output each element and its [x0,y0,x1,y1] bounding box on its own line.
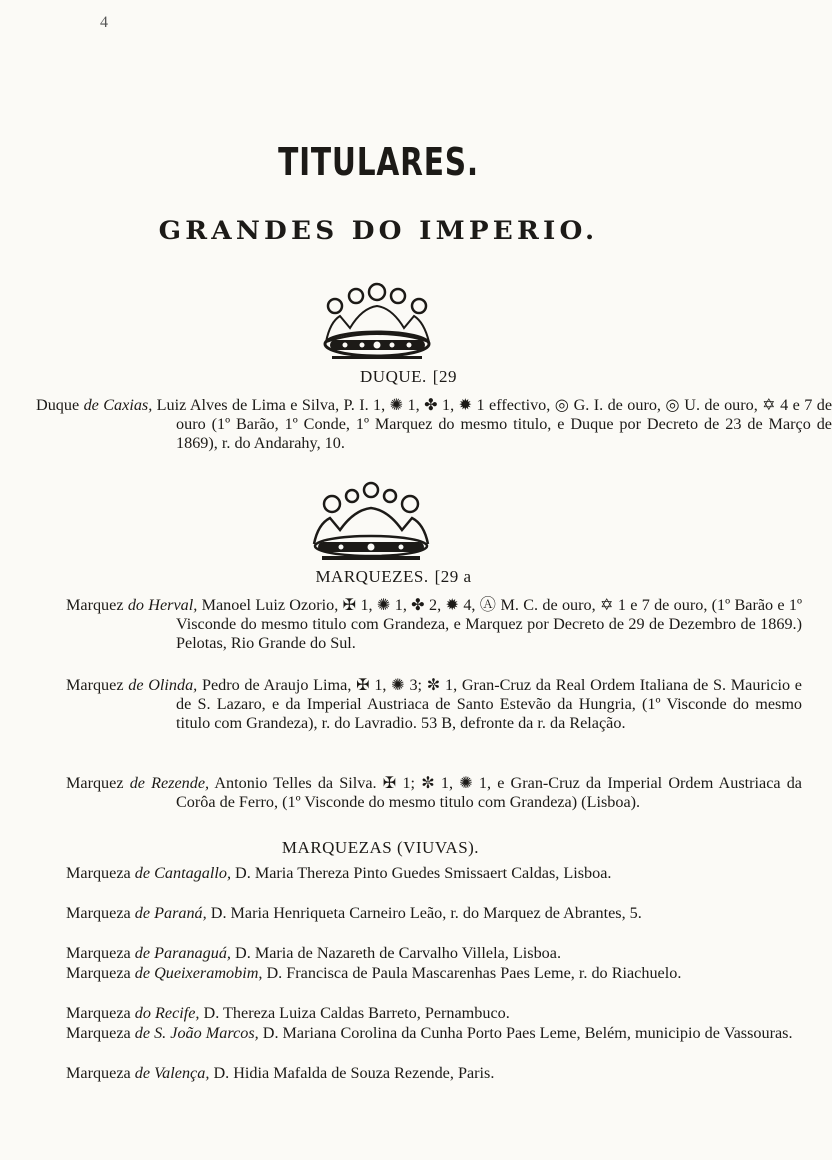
entry-duque-caxias [36,396,832,453]
entry-rest: D. Maria Thereza Pinto Guedes Smissaert Caldas, Lisboa. [231,864,612,882]
entry-rest: Pedro de Araujo Lima, ✠ 1, ✺ 3; ✼ 1, Gran-Cruz da Real Ordem Italiana de S. Mauricio e de S. Lazaro, e da Imperial Austriaca de Santo Estevão da Hungria, (1º Visconde do mesmo titulo com Grandeza), r. do Lavradio. 53 B, defronte da r. da Relação. [176,676,802,732]
heading-ref: [29 [432,367,457,386]
entry-title-name: de S. João Marcos, [134,1024,259,1042]
entry-rest: D. Francisca de Paula Mascarenhas Paes Leme, r. do Riachuelo. [262,964,682,982]
section-heading-marquezas [4,838,757,858]
entry-title-name: do Recife, [134,1004,200,1022]
entry-lead: Duque [36,396,84,414]
entry-rest: D. Maria Henriqueta Carneiro Leão, r. do Marquez de Abrantes, 5. [206,904,642,922]
entry-lead: Marquez [66,596,128,614]
entry-lead: Marquez [66,676,129,694]
entry-title-name: do Herval, [127,596,198,614]
heading-ref: [29 a [434,567,472,586]
entry-marquez-rezende [66,774,802,812]
entry-title-name: de Caxias, [83,396,153,414]
entry-rest: Antonio Telles da Silva. ✠ 1; ✼ 1, ✺ 1, e Gran-Cruz da Imperial Ordem Austriaca da Corôa de Ferro, (1º Visconde do mesmo titulo com Grandeza) (Lisboa). [176,774,802,811]
page-subtitle: GRANDES DO IMPERIO. [158,216,599,245]
entry-title-name: de Paraná, [134,904,207,922]
heading-text: MARQUEZES. [315,567,429,586]
entry-lead: Marquez [66,774,130,792]
section-heading-duque [60,367,757,387]
entry-lead: Marqueza [66,1064,135,1082]
entry-marqueza-recife [66,1004,810,1023]
entry-title-name: de Olinda, [128,676,198,694]
page-title: TITULARES. [278,140,479,184]
heading-text: MARQUEZAS (VIUVAS). [281,838,480,857]
section-heading-marquezes [30,567,757,587]
entry-marqueza-sao-joao-marcos [66,1024,810,1043]
entry-title-name: de Rezende, [129,774,210,792]
entry-lead: Marqueza [66,944,135,962]
entry-lead: Marqueza [66,1024,135,1042]
entry-lead: Marqueza [66,864,135,882]
entry-rest: Manoel Luiz Ozorio, ✠ 1, ✺ 1, ✤ 2, ✹ 4, Ⓐ M. C. de ouro, ✡ 1 e 7 de ouro, (1º Barão e 1º Visconde do mesmo titulo com Grandeza, e Marquez por Decreto de 29 de Dezembro de 1869.) Pelotas, Rio Grande do Sul. [176,596,803,652]
page-mark: 4 [100,14,108,31]
entry-lead: Marqueza [66,904,135,922]
heading-text: DUQUE. [360,367,427,386]
entry-title-name: de Paranaguá, [134,944,231,962]
entry-title-name: de Queixeramobim, [134,964,263,982]
entry-rest: D. Thereza Luiza Caldas Barreto, Pernambuco. [199,1004,510,1022]
entry-title-name: de Valença, [134,1064,210,1082]
entry-lead: Marqueza [66,1004,135,1022]
entry-marqueza-parana [66,904,810,923]
entry-marqueza-cantagallo [66,864,810,883]
entry-marqueza-valenca [66,1064,810,1083]
entry-rest: D. Maria de Nazareth de Carvalho Villela, Lisboa. [230,944,561,962]
entry-marqueza-paranagua [66,944,810,963]
marquis-crown-icon [296,482,446,564]
entry-rest: D. Hidia Mafalda de Souza Rezende, Paris. [209,1064,495,1082]
entry-title-name: de Cantagallo, [134,864,231,882]
entry-lead: Marqueza [66,964,135,982]
entry-marqueza-queixeramobim [66,964,810,983]
entry-rest: D. Mariana Corolina da Cunha Porto Paes Leme, Belém, municipio de Vassouras. [258,1024,793,1042]
entry-marquez-olinda [66,676,802,733]
entry-rest: Luiz Alves de Lima e Silva, P. I. 1, ✺ 1, ✤ 1, ✹ 1 effectivo, ◎ G. I. de ouro, ◎ U. de ouro, ✡ 4 e 7 de ouro (1º Barão, 1º Conde, 1º Marquez do mesmo titulo, e Duque por Decreto de 23 de Março de 1869), r. do Andarahy, 10. [152,396,832,452]
ducal-crown-icon [310,282,445,362]
entry-marquez-herval [66,596,802,653]
